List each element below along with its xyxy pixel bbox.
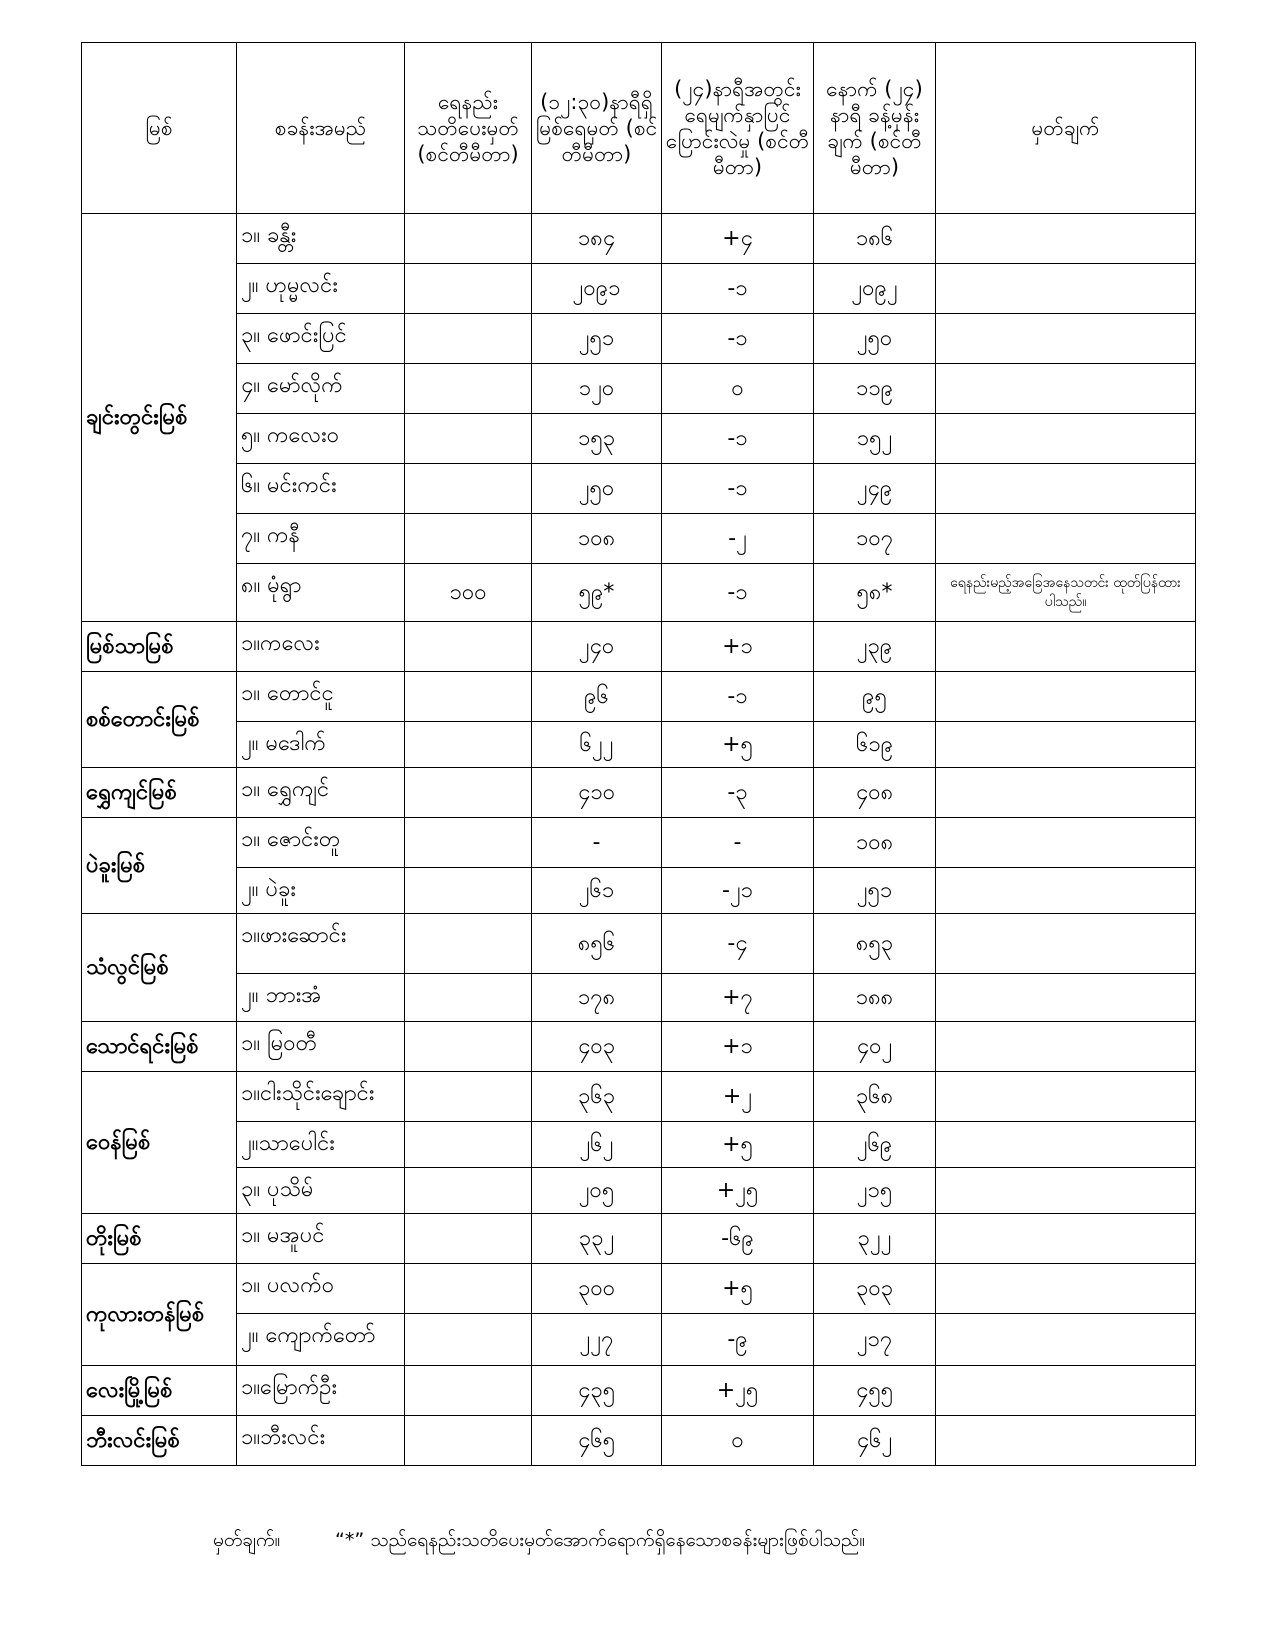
station-name: ၁။ ရွှေကျင် [237,768,405,818]
table-body [82,214,1196,1466]
table-row [82,1122,1196,1168]
header-row [82,43,1196,214]
level-change: ၀ [662,364,814,414]
warning-level [405,1314,532,1366]
footnote-text: “*” သည်ရေနည်းသတိပေးမှတ်အောက်ရောက်ရှိနေသောစခန်းများဖြစ်ပါသည်။ [335,1529,866,1551]
river-name: သံလွင်မြစ် [82,914,237,1022]
station-name: ၆။ မင်းကင်း [237,464,405,514]
table-row [82,1072,1196,1122]
river-name: ပဲခူးမြစ် [82,818,237,914]
table-row [82,264,1196,314]
station-name: ၃။ ပုသိမ် [237,1168,405,1214]
station-name: ၁။ ခန္တီး [237,214,405,264]
level-change: -၁ [662,314,814,364]
warning-level [405,868,532,914]
remark-cell [936,1416,1196,1466]
station-name: ၂။သာပေါင်း [237,1122,405,1168]
warning-level: ၁၀၀ [405,564,532,622]
remark-cell [936,314,1196,364]
remark-cell [936,672,1196,722]
warning-level [405,1214,532,1264]
warning-level [405,622,532,672]
forecast-level: ၂၁၇ [814,1314,936,1366]
table-row [82,414,1196,464]
remark-cell [936,464,1196,514]
header-forecast: နောက် (၂၄) နာရီ ခန့်မှန်းချက် (စင်တီမီတာ) [814,43,936,214]
level-change: -၆၉ [662,1214,814,1264]
level-change: +၂ [662,1072,814,1122]
remark-cell [936,914,1196,974]
remark-cell [936,514,1196,564]
station-name: ၇။ ကနီ [237,514,405,564]
level-change: -၃ [662,768,814,818]
water-level: ၂၅၁ [532,314,662,364]
river-name: မြစ်သာမြစ် [82,622,237,672]
warning-level [405,414,532,464]
forecast-level: ၈၅၃ [814,914,936,974]
level-change: -၉ [662,1314,814,1366]
water-level: ၁၇၈ [532,974,662,1022]
remark-cell [936,1264,1196,1314]
forecast-level: ၃၂၂ [814,1214,936,1264]
remark-cell [936,818,1196,868]
water-level: ၁၀၈ [532,514,662,564]
forecast-level: ၂၆၉ [814,1122,936,1168]
water-level: ၃၆၃ [532,1072,662,1122]
forecast-level: ၂၁၅ [814,1168,936,1214]
header-water-level: (၁၂:၃၀)နာရီရှိ မြစ်ရေမှတ် (စင်တီမီတာ) [532,43,662,214]
remark-cell [936,1314,1196,1366]
station-name: ၁။ ဇောင်းတူ [237,818,405,868]
forecast-level: ၄၅၅ [814,1366,936,1416]
remark-cell [936,1214,1196,1264]
remark-cell [936,214,1196,264]
level-change: - [662,818,814,868]
level-change: -၁ [662,414,814,464]
table-row [82,514,1196,564]
remark-cell [936,622,1196,672]
water-level: ၄၁၀ [532,768,662,818]
forecast-level: ၁၀၈ [814,818,936,868]
water-level: ၁၈၄ [532,214,662,264]
forecast-level: ၁၁၉ [814,364,936,414]
forecast-level: ၁၈၆ [814,214,936,264]
remark-cell [936,1072,1196,1122]
table-row [82,768,1196,818]
forecast-level: ၆၁၉ [814,722,936,768]
table-row [82,1314,1196,1366]
water-level: ၂၂၇ [532,1314,662,1366]
level-change: +၅ [662,1264,814,1314]
table-row [82,1168,1196,1214]
station-name: ၁။မြောက်ဦး [237,1366,405,1416]
forecast-level: ၃၆၈ [814,1072,936,1122]
warning-level [405,214,532,264]
header-station: စခန်းအမည် [237,43,405,214]
level-change: -၁ [662,464,814,514]
forecast-level: ၂၃၉ [814,622,936,672]
water-level: ၂၅၀ [532,464,662,514]
station-name: ၃။ ဖောင်းပြင် [237,314,405,364]
station-name: ၁။ မြဝတီ [237,1022,405,1072]
water-level: ၅၉* [532,564,662,622]
table-row [82,868,1196,914]
table-row [82,1366,1196,1416]
level-change: +၇ [662,974,814,1022]
warning-level [405,364,532,414]
warning-level [405,1072,532,1122]
forecast-level: ၄၆၂ [814,1416,936,1466]
warning-level [405,464,532,514]
station-name: ၁။ဖားဆောင်း [237,914,405,974]
table-row [82,314,1196,364]
water-level: ၁၂၀ [532,364,662,414]
level-change: +၁ [662,1022,814,1072]
remark-cell [936,1168,1196,1214]
station-name: ၂။ ဘားအံ [237,974,405,1022]
warning-level [405,1416,532,1466]
remark-cell [936,414,1196,464]
forecast-level: ၂၅၁ [814,868,936,914]
water-level: ၁၅၃ [532,414,662,464]
header-24h-change: (၂၄)နာရီအတွင်း ရေမျက်နှာပြင် ပြောင်းလဲမှု (စင်တီမီတာ) [662,43,814,214]
river-water-level-table [81,42,1196,1466]
station-name: ၂။ ကျောက်တော် [237,1314,405,1366]
remark-cell [936,1022,1196,1072]
station-name: ၁။ငါးသိုင်းချောင်း [237,1072,405,1122]
warning-level [405,1366,532,1416]
table-row [82,564,1196,622]
level-change: +၅ [662,722,814,768]
forecast-level: ၃၀၃ [814,1264,936,1314]
remark-cell [936,768,1196,818]
warning-level [405,914,532,974]
level-change: +၁ [662,622,814,672]
forecast-level: ၂၅၀ [814,314,936,364]
forecast-level: ၅၈* [814,564,936,622]
river-name: စစ်တောင်းမြစ် [82,672,237,768]
table-row [82,464,1196,514]
water-level: ၄၆၅ [532,1416,662,1466]
warning-level [405,818,532,868]
water-level: ၈၅၆ [532,914,662,974]
level-change: -၁ [662,672,814,722]
river-name: ကုလားတန်မြစ် [82,1264,237,1366]
river-name: ဘီးလင်းမြစ် [82,1416,237,1466]
warning-level [405,974,532,1022]
station-name: ၅။ ကလေးဝ [237,414,405,464]
warning-level [405,1168,532,1214]
station-name: ၈။ မုံရွာ [237,564,405,622]
warning-level [405,514,532,564]
river-name: ရွှေကျင်မြစ် [82,768,237,818]
table-row [82,818,1196,868]
station-name: ၁။ဘီးလင်း [237,1416,405,1466]
warning-level [405,314,532,364]
warning-level [405,1022,532,1072]
warning-level [405,1122,532,1168]
river-name: လေးမြို့မြစ် [82,1366,237,1416]
remark-cell [936,868,1196,914]
level-change: +၂၅ [662,1366,814,1416]
forecast-level: ၁၅၂ [814,414,936,464]
station-name: ၁။ တောင်ငူ [237,672,405,722]
table-row [82,364,1196,414]
warning-level [405,264,532,314]
water-level: ၂၀၅ [532,1168,662,1214]
water-level: ၉၆ [532,672,662,722]
level-change: ၀ [662,1416,814,1466]
level-change: +၄ [662,214,814,264]
warning-level [405,768,532,818]
forecast-level: ၂၀၉၂ [814,264,936,314]
table-row [82,1214,1196,1264]
station-name: ၁။ကလေး [237,622,405,672]
level-change: -၁ [662,564,814,622]
level-change: -၂ [662,514,814,564]
water-level: - [532,818,662,868]
warning-level [405,1264,532,1314]
water-level: ၃၃၂ [532,1214,662,1264]
remark-cell [936,722,1196,768]
forecast-level: ၂၄၉ [814,464,936,514]
table-row [82,914,1196,974]
station-name: ၂။ ဟုမ္မလင်း [237,264,405,314]
water-level: ၄၃၅ [532,1366,662,1416]
warning-level [405,672,532,722]
level-change: -၂၁ [662,868,814,914]
table-row [82,214,1196,264]
river-name: ဝေန်မြစ် [82,1072,237,1214]
forecast-level: ၄၀၈ [814,768,936,818]
river-name: ချင်းတွင်းမြစ် [82,214,237,622]
header-river: မြစ် [82,43,237,214]
water-level: ၂၀၉၁ [532,264,662,314]
level-change: -၄ [662,914,814,974]
station-name: ၂။ မဒေါက် [237,722,405,768]
station-name: ၁။ မအူပင် [237,1214,405,1264]
footnote-label: မှတ်ချက်။ [213,1529,281,1551]
station-name: ၂။ ပဲခူး [237,868,405,914]
table-row [82,1416,1196,1466]
remark-cell [936,1366,1196,1416]
forecast-level: ၄၀၂ [814,1022,936,1072]
header-warning-level: ရေနည်း သတိပေးမှတ် (စင်တီမီတာ) [405,43,532,214]
river-name: သောင်ရင်းမြစ် [82,1022,237,1072]
remark-cell [936,364,1196,414]
table-row [82,672,1196,722]
table-row [82,974,1196,1022]
water-level: ၂၆၂ [532,1122,662,1168]
level-change: +၅ [662,1122,814,1168]
water-level: ၆၂၂ [532,722,662,768]
forecast-level: ၁၈၈ [814,974,936,1022]
forecast-level: ၁၀၇ [814,514,936,564]
water-level: ၂၄၀ [532,622,662,672]
remark-cell [936,264,1196,314]
water-level: ၄၀၃ [532,1022,662,1072]
remark-cell [936,974,1196,1022]
header-remark: မှတ်ချက် [936,43,1196,214]
level-change: -၁ [662,264,814,314]
table-row [82,1022,1196,1072]
level-change: +၂၅ [662,1168,814,1214]
water-level: ၃၀၀ [532,1264,662,1314]
water-level: ၂၆၁ [532,868,662,914]
table-row [82,722,1196,768]
warning-level [405,722,532,768]
table-row [82,622,1196,672]
remark-cell [936,1122,1196,1168]
forecast-level: ၉၅ [814,672,936,722]
table-row [82,1264,1196,1314]
remark-cell: ရေနည်းမည့်အခြေအနေသတင်း ထုတ်ပြန်ထားပါသည်။ [936,564,1196,622]
station-name: ၁။ ပလက်ဝ [237,1264,405,1314]
station-name: ၄။ မော်လိုက် [237,364,405,414]
river-name: တိုးမြစ် [82,1214,237,1264]
footnote [213,1528,865,1556]
